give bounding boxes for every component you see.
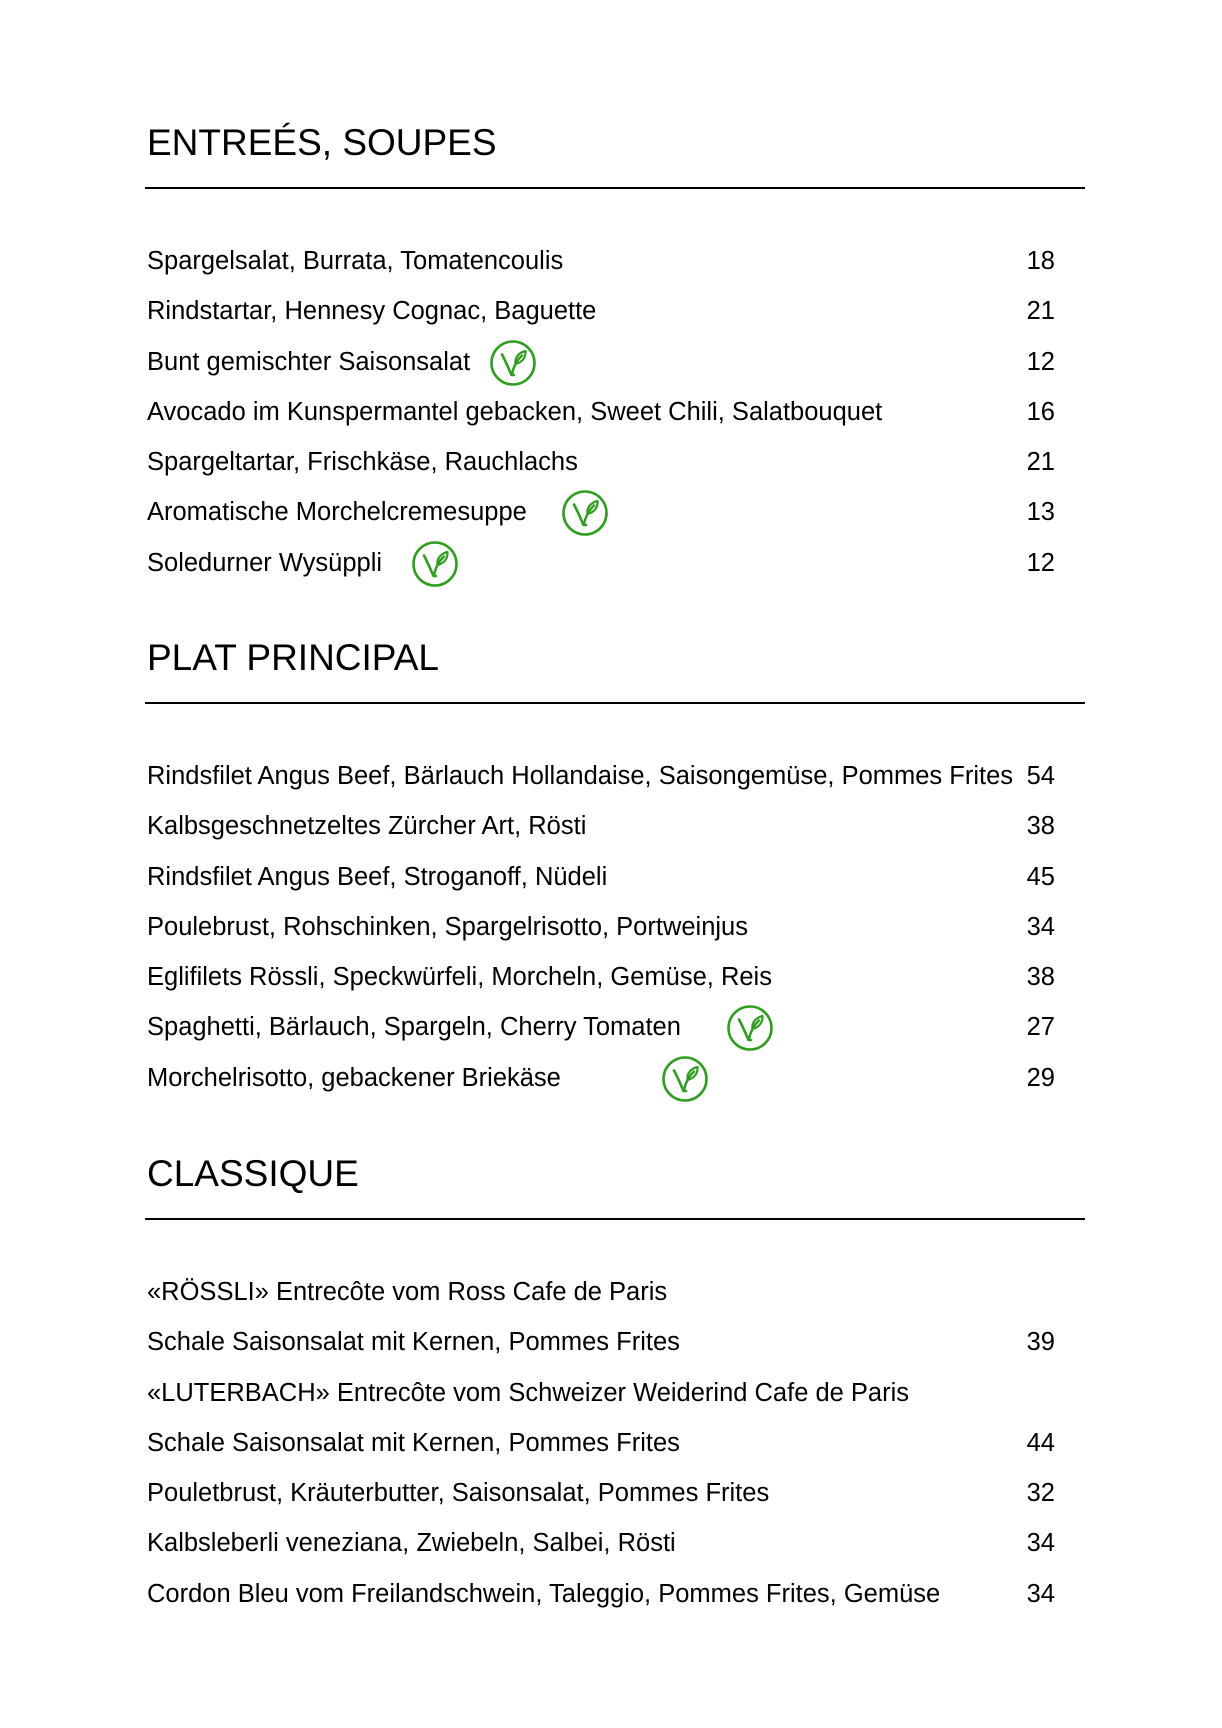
menu-item-price: 13 xyxy=(1026,498,1055,527)
menu-item xyxy=(145,1519,1085,1569)
menu-item-price: 12 xyxy=(1026,347,1055,376)
menu-item-list xyxy=(145,752,1085,1104)
menu-item-name: Spaghetti, Bärlauch, Spargeln, Cherry Tomaten xyxy=(147,1013,681,1042)
menu-item-name: «RÖSSLI» Entrecôte vom Ross Cafe de Paris xyxy=(147,1278,668,1306)
menu-item-price: 34 xyxy=(1026,1529,1055,1558)
section-classique xyxy=(145,1152,1085,1652)
menu-item-price: 39 xyxy=(1026,1328,1055,1357)
menu-item-name: Rindsfilet Angus Beef, Bärlauch Hollandaise, Saisongemüse, Pommes Frites xyxy=(147,762,1014,790)
menu-item-name: Schale Saisonsalat mit Kernen, Pommes Frites xyxy=(147,1428,680,1457)
menu-item-price: 12 xyxy=(1026,548,1055,577)
menu-item-name: Bunt gemischter Saisonsalat xyxy=(147,347,471,376)
menu-item-name: Morchelrisotto, gebackener Briekäse xyxy=(147,1063,561,1092)
menu-item-list xyxy=(145,237,1085,589)
menu-item-name: Avocado im Kunspermantel gebacken, Sweet Chili, Salatbouquet xyxy=(147,397,883,426)
menu-item xyxy=(145,903,1085,953)
section-title: ENTREÉS, SOUPES xyxy=(147,122,497,163)
section-divider xyxy=(145,187,1085,189)
menu-item xyxy=(145,802,1085,852)
menu-item xyxy=(145,388,1085,438)
menu-item-list xyxy=(145,1268,1085,1620)
menu-item xyxy=(145,1003,1085,1053)
menu-item-name: Pouletbrust, Kräuterbutter, Saisonsalat, Pommes Frites xyxy=(147,1479,770,1508)
menu-item xyxy=(145,1419,1085,1469)
section-divider xyxy=(145,1218,1085,1220)
menu-item-price: 44 xyxy=(1026,1428,1055,1457)
menu-item-name: «LUTERBACH» Entrecôte vom Schweizer Weiderind Cafe de Paris xyxy=(147,1378,910,1407)
menu-item-price: 16 xyxy=(1026,397,1055,426)
menu-item xyxy=(145,1469,1085,1519)
menu-item-name: Rindstartar, Hennesy Cognac, Baguette xyxy=(147,297,597,326)
menu-item xyxy=(145,488,1085,538)
menu-item-name: Rindsfilet Angus Beef, Stroganoff, Nüdeli xyxy=(147,862,608,891)
vegetarian-v-leaf-icon xyxy=(561,489,609,537)
vegetarian-v-leaf-icon xyxy=(489,339,537,387)
menu-item xyxy=(145,1570,1085,1620)
menu-item xyxy=(145,438,1085,488)
vegetarian-v-leaf-icon xyxy=(411,540,459,588)
menu-item-price: 18 xyxy=(1026,247,1055,275)
menu-item xyxy=(145,287,1085,337)
menu-item xyxy=(145,953,1085,1003)
section-entrees-soupes xyxy=(145,121,1085,621)
section-title: CLASSIQUE xyxy=(147,1153,359,1194)
menu-item-price: 29 xyxy=(1026,1063,1055,1092)
menu-item xyxy=(145,752,1085,802)
menu-item xyxy=(145,237,1085,287)
menu-item-name: Kalbsgeschnetzeltes Zürcher Art, Rösti xyxy=(147,812,587,841)
menu-item-name: Soledurner Wysüppli xyxy=(147,548,383,577)
menu-item xyxy=(145,1369,1085,1419)
menu-item-name: Poulebrust, Rohschinken, Spargelrisotto, Portweinjus xyxy=(147,912,748,941)
menu-item-price: 21 xyxy=(1026,297,1055,326)
menu-item-price: 38 xyxy=(1026,963,1055,992)
menu-item-price: 21 xyxy=(1026,448,1055,477)
menu-item-price: 34 xyxy=(1026,912,1055,941)
menu-item xyxy=(145,1268,1085,1318)
menu-item xyxy=(145,1054,1085,1104)
menu-item-price: 27 xyxy=(1026,1013,1055,1042)
section-divider xyxy=(145,702,1085,704)
menu-item-price: 45 xyxy=(1026,862,1055,891)
menu-item-name: Eglifilets Rössli, Speckwürfeli, Morcheln, Gemüse, Reis xyxy=(147,963,772,992)
menu-item-name: Spargeltartar, Frischkäse, Rauchlachs xyxy=(147,448,578,477)
menu-item-price: 34 xyxy=(1026,1579,1055,1608)
section-title: PLAT PRINCIPAL xyxy=(147,637,439,678)
menu-item-name: Spargelsalat, Burrata, Tomatencoulis xyxy=(147,247,564,275)
section-plat-principal xyxy=(145,636,1085,1136)
menu-item xyxy=(145,539,1085,589)
menu-item xyxy=(145,1318,1085,1368)
vegetarian-v-leaf-icon xyxy=(726,1004,774,1052)
menu-item-name: Kalbsleberli veneziana, Zwiebeln, Salbei, Rösti xyxy=(147,1529,676,1558)
menu-item-name: Cordon Bleu vom Freilandschwein, Taleggio, Pommes Frites, Gemüse xyxy=(147,1579,941,1608)
menu-item-name: Aromatische Morchelcremesuppe xyxy=(147,498,527,527)
vegetarian-v-leaf-icon xyxy=(661,1055,709,1103)
menu-item-price: 38 xyxy=(1026,812,1055,841)
menu-item-name: Schale Saisonsalat mit Kernen, Pommes Frites xyxy=(147,1328,680,1357)
menu-item xyxy=(145,338,1085,388)
menu-item-price: 54 xyxy=(1026,762,1055,790)
menu-item xyxy=(145,853,1085,903)
menu-item-price: 32 xyxy=(1026,1479,1055,1508)
